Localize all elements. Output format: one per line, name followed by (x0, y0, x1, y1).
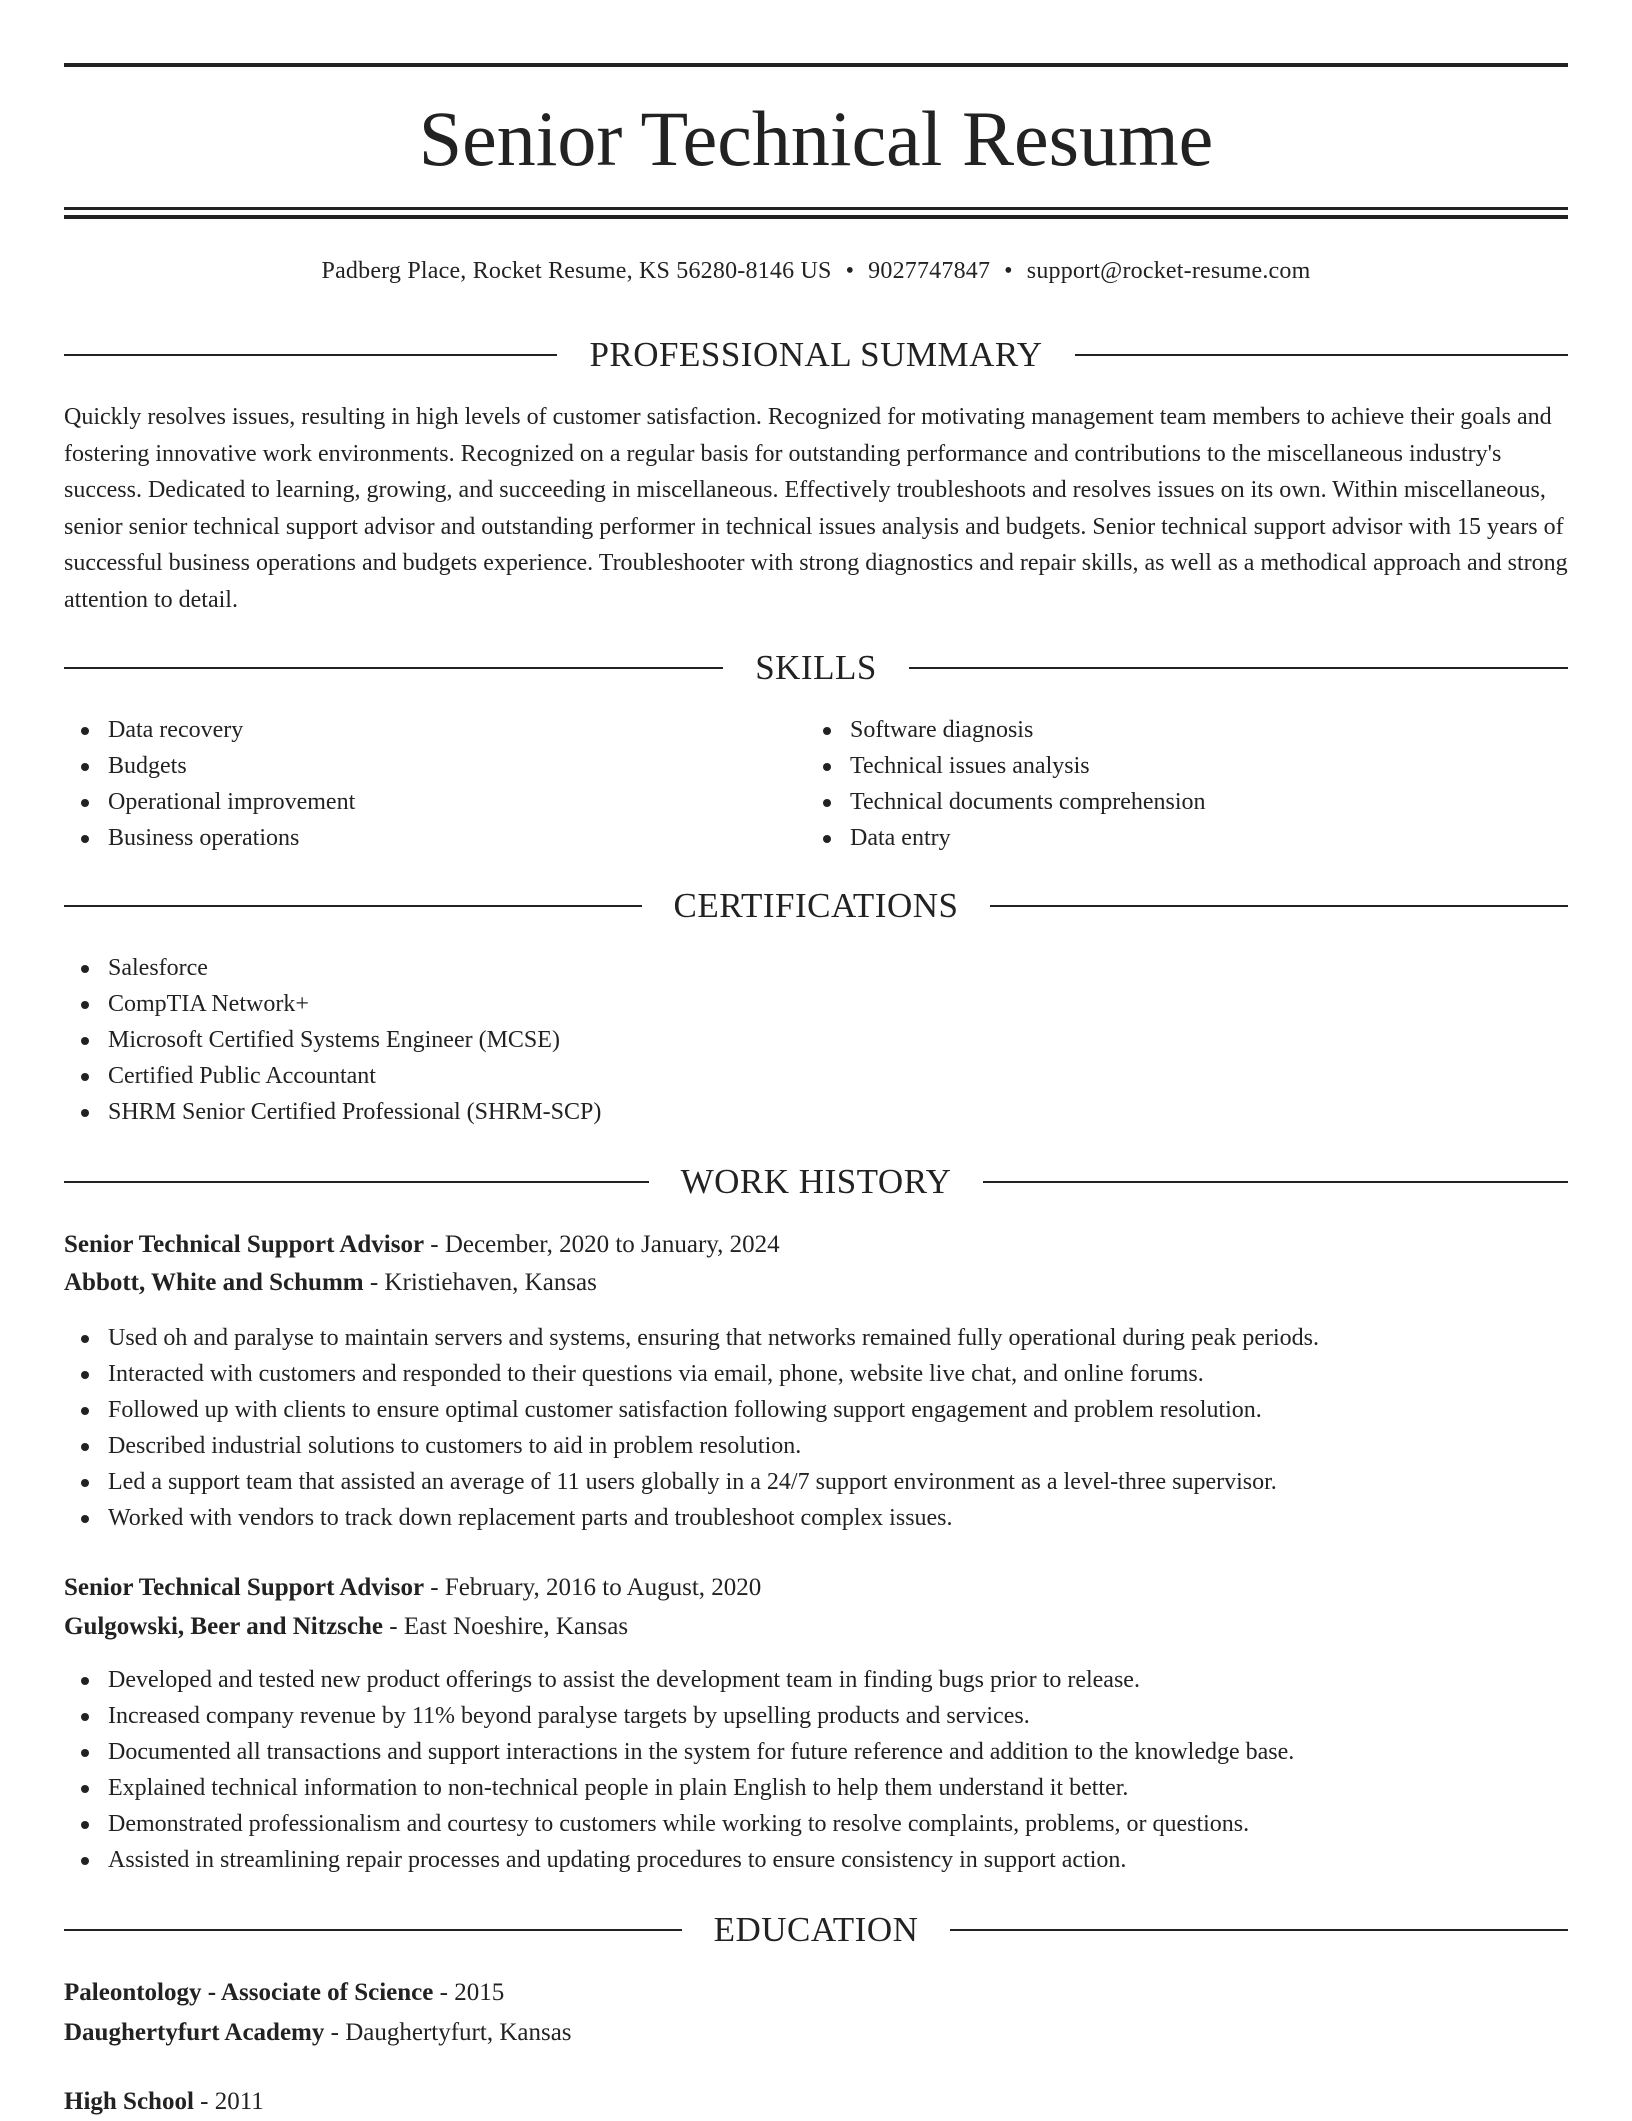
job-bullet: Interacted with customers and responded to their questions via email, phone, website live chat, and online forums. (64, 1356, 1568, 1392)
skill-item: Software diagnosis (806, 712, 1566, 748)
job-location: - East Noeshire, Kansas (383, 1613, 629, 1640)
section-rule-left (64, 1929, 682, 1931)
section-title-work-history: WORK HISTORY (680, 1162, 952, 1201)
job-bullet: Demonstrated professionalism and courtesy to customers while working to resolve complaints, problems, or questions. (64, 1806, 1568, 1842)
education-year: - 2015 (433, 1979, 505, 2006)
education-degree-line (64, 1974, 504, 2012)
job-title: Senior Technical Support Advisor (64, 1574, 425, 1601)
job-bullet: Used oh and paralyse to maintain servers and systems, ensuring that networks remained fully operational during peak periods. (64, 1320, 1568, 1356)
job-bullets (64, 1320, 1568, 1536)
job-title-line (64, 1226, 780, 1264)
job-company-line (64, 1264, 597, 1302)
skill-item: Budgets (64, 748, 804, 784)
section-rule-left (64, 667, 723, 669)
section-title-certifications: CERTIFICATIONS (673, 886, 959, 925)
contact-separator: • (845, 258, 855, 284)
contact-separator: • (1004, 258, 1013, 284)
education-degree-line (64, 2083, 264, 2121)
section-header-education (64, 1910, 1568, 1950)
job-bullets (64, 1662, 1568, 1878)
section-header-summary (64, 335, 1568, 375)
job-bullet: Worked with vendors to track down replacement parts and troubleshoot complex issues. (64, 1500, 1568, 1536)
section-rule-left (64, 905, 642, 907)
section-rule-right (909, 667, 1568, 669)
job-title-line (64, 1569, 761, 1607)
certification-item: CompTIA Network+ (64, 986, 1568, 1022)
contact-line (64, 255, 1568, 287)
job-title: Senior Technical Support Advisor (64, 1231, 425, 1258)
skill-item: Data entry (806, 820, 1566, 856)
section-title-summary: PROFESSIONAL SUMMARY (589, 335, 1043, 374)
job-location: - Kristiehaven, Kansas (363, 1269, 597, 1296)
job-dates: - December, 2020 to January, 2024 (424, 1231, 780, 1258)
job-bullet: Described industrial solutions to customers to aid in problem resolution. (64, 1428, 1568, 1464)
education-school: Daughertyfurt Academy (64, 2019, 325, 2046)
section-header-skills (64, 648, 1568, 688)
section-header-work-history (64, 1162, 1568, 1202)
title-double-rule (64, 207, 1568, 219)
section-title-skills: SKILLS (755, 648, 877, 687)
section-rule-right (983, 1181, 1568, 1183)
section-rule-left (64, 1181, 649, 1183)
job-bullet: Increased company revenue by 11% beyond paralyse targets by upselling products and services. (64, 1698, 1568, 1734)
section-rule-left (64, 354, 557, 356)
contact-phone: 9027747847 (868, 258, 991, 284)
job-company: Abbott, White and Schumm (64, 1269, 364, 1296)
contact-email: support@rocket-resume.com (1026, 258, 1311, 284)
skill-item: Technical documents comprehension (806, 784, 1566, 820)
job-dates: - February, 2016 to August, 2020 (424, 1574, 762, 1601)
education-degree: Paleontology - Associate of Science (64, 1979, 434, 2006)
certification-item: Microsoft Certified Systems Engineer (MCSE) (64, 1022, 1568, 1058)
job-bullet: Developed and tested new product offerings to assist the development team in finding bugs prior to release. (64, 1662, 1568, 1698)
top-rule (64, 63, 1568, 67)
section-rule-right (1075, 354, 1568, 356)
education-degree: High School (64, 2088, 194, 2115)
certifications-list (64, 950, 1568, 1130)
skill-item: Operational improvement (64, 784, 804, 820)
skill-item: Business operations (64, 820, 804, 856)
certification-item: Certified Public Accountant (64, 1058, 1568, 1094)
job-company-line (64, 1608, 628, 1646)
education-location: - Daughertyfurt, Kansas (324, 2019, 572, 2046)
section-rule-right (990, 905, 1568, 907)
section-title-education: EDUCATION (713, 1910, 919, 1949)
education-school-line (64, 2014, 572, 2052)
skills-column-left (64, 712, 804, 856)
contact-address: Padberg Place, Rocket Resume, KS 56280-8146 US (321, 258, 832, 284)
skill-item: Data recovery (64, 712, 804, 748)
section-header-certifications (64, 886, 1568, 926)
job-company: Gulgowski, Beer and Nitzsche (64, 1613, 383, 1640)
section-rule-right (950, 1929, 1568, 1931)
job-bullet: Led a support team that assisted an average of 11 users globally in a 24/7 support environment as a level-three supervisor. (64, 1464, 1568, 1500)
job-bullet: Assisted in streamlining repair processes and updating procedures to ensure consistency in support action. (64, 1842, 1568, 1878)
skill-item: Technical issues analysis (806, 748, 1566, 784)
skills-column-right (806, 712, 1566, 856)
job-bullet: Documented all transactions and support interactions in the system for future reference and addition to the knowledge base. (64, 1734, 1568, 1770)
resume-title: Senior Technical Resume (418, 95, 1214, 182)
certification-item: Salesforce (64, 950, 1568, 986)
certification-item: SHRM Senior Certified Professional (SHRM-SCP) (64, 1094, 1568, 1130)
education-year: - 2011 (193, 2088, 264, 2115)
job-bullet: Explained technical information to non-technical people in plain English to help them understand it better. (64, 1770, 1568, 1806)
job-bullet: Followed up with clients to ensure optimal customer satisfaction following support engagement and problem resolution. (64, 1392, 1568, 1428)
summary-paragraph: Quickly resolves issues, resulting in high levels of customer satisfaction. Recognized for motivating management team members to achieve their goals and fostering innovative work environments. Recognized on a regular basis for outstanding performance and contributions to the miscellaneous industry's success. Dedicated to learning, growing, and succeeding in miscellaneous. Effectively troubleshoots and resolves issues on its own. Within miscellaneous, senior senior technical support advisor and outstanding performer in technical issues analysis and budgets. Senior technical support advisor with 15 years of successful business operations and budgets experience. Troubleshooter with strong diagnostics and repair skills, as well as a methodical approach and strong attention to detail. (64, 404, 1568, 613)
